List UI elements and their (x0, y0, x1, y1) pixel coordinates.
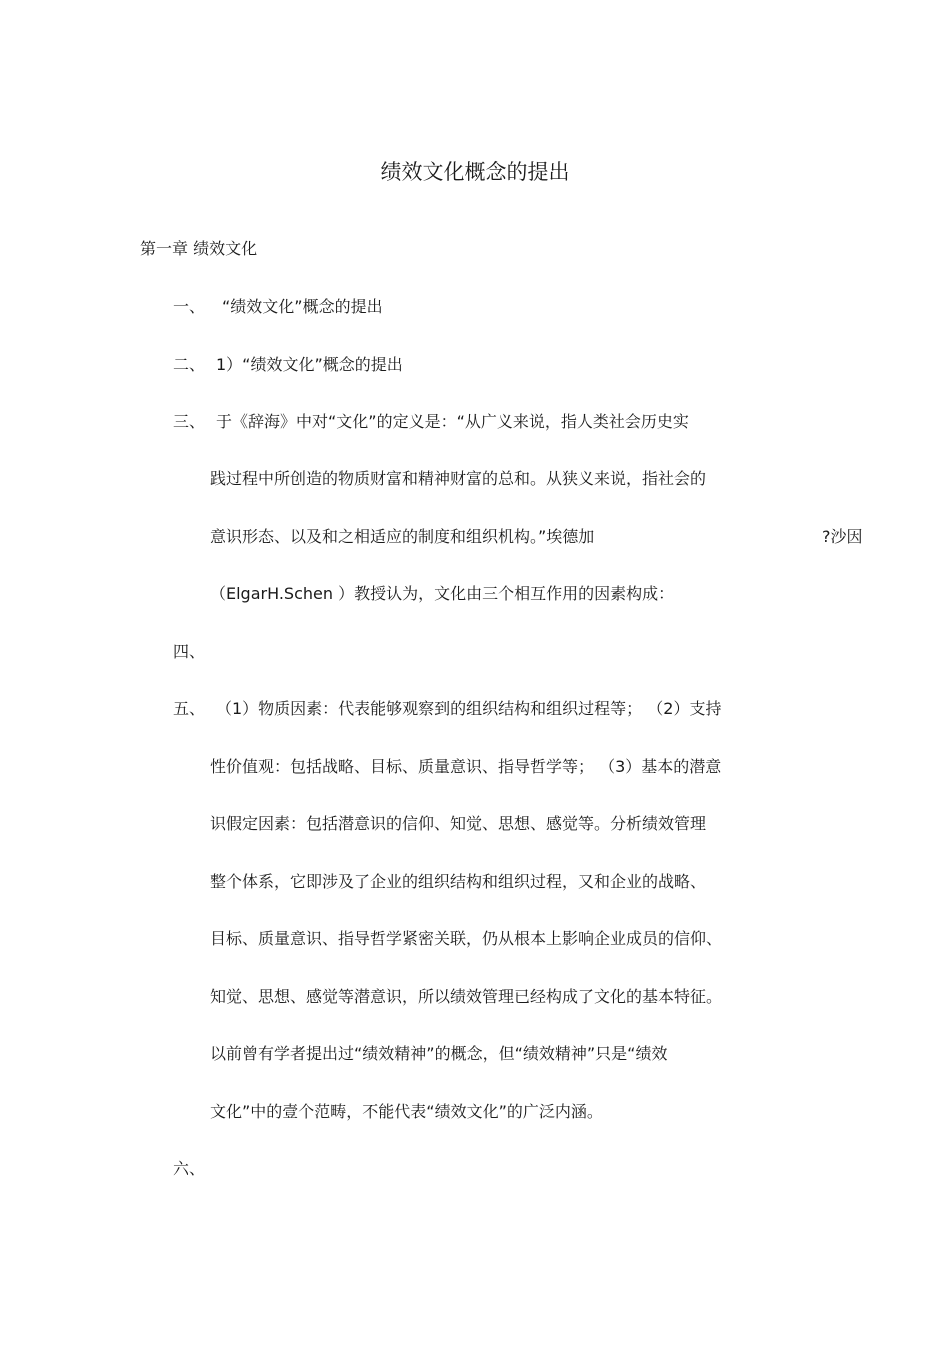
item-number-4: 四、 (173, 642, 206, 661)
item-3-aside: ?沙因 (822, 527, 863, 546)
item-number-2: 二、 (173, 355, 206, 374)
item-3-line-3: 意识形态、以及和之相适应的制度和组织机构。”埃德加 (210, 527, 595, 546)
item-5-line-6: 知觉、思想、感觉等潜意识，所以绩效管理已经构成了文化的基本特征。 (210, 987, 723, 1006)
item-5-line-3: 识假定因素：包括潜意识的信仰、知觉、思想、感觉等。分析绩效管理 (210, 814, 707, 833)
item-3-line-4: （ElgarH.Schen ）教授认为，文化由三个相互作用的因素构成： (210, 584, 675, 603)
item-1-line: “绩效文化”概念的提出 (222, 297, 383, 316)
item-number-5: 五、 (173, 699, 206, 718)
item-5-line-7: 以前曾有学者提出过“绩效精神”的概念，但“绩效精神”只是“绩效 (210, 1044, 668, 1063)
item-5-line-8: 文化”中的壹个范畴，不能代表“绩效文化”的广泛内涵。 (210, 1102, 603, 1121)
item-3-line-2: 践过程中所创造的物质财富和精神财富的总和。从狭义来说，指社会的 (210, 469, 707, 488)
item-number-1: 一、 (173, 297, 206, 316)
item-3-line-1: 于《辞海》中对“文化”的定义是：“从广义来说，指人类社会历史实 (216, 412, 689, 431)
item-number-3: 三、 (173, 412, 206, 431)
item-5-line-4: 整个体系，它即涉及了企业的组织结构和组织过程，又和企业的战略、 (210, 872, 707, 891)
item-5-line-1: （1）物质因素：代表能够观察到的组织结构和组织过程等； （2）支持 (216, 699, 722, 718)
item-5-line-2: 性价值观：包括战略、目标、质量意识、指导哲学等； （3）基本的潜意 (210, 757, 722, 776)
item-5-line-5: 目标、质量意识、指导哲学紧密关联，仍从根本上影响企业成员的信仰、 (210, 929, 723, 948)
item-2-line: 1）“绩效文化”概念的提出 (216, 355, 403, 374)
page-title: 绩效文化概念的提出 (380, 160, 570, 184)
chapter-heading: 第一章 绩效文化 (140, 239, 258, 258)
item-number-6: 六、 (173, 1159, 206, 1178)
